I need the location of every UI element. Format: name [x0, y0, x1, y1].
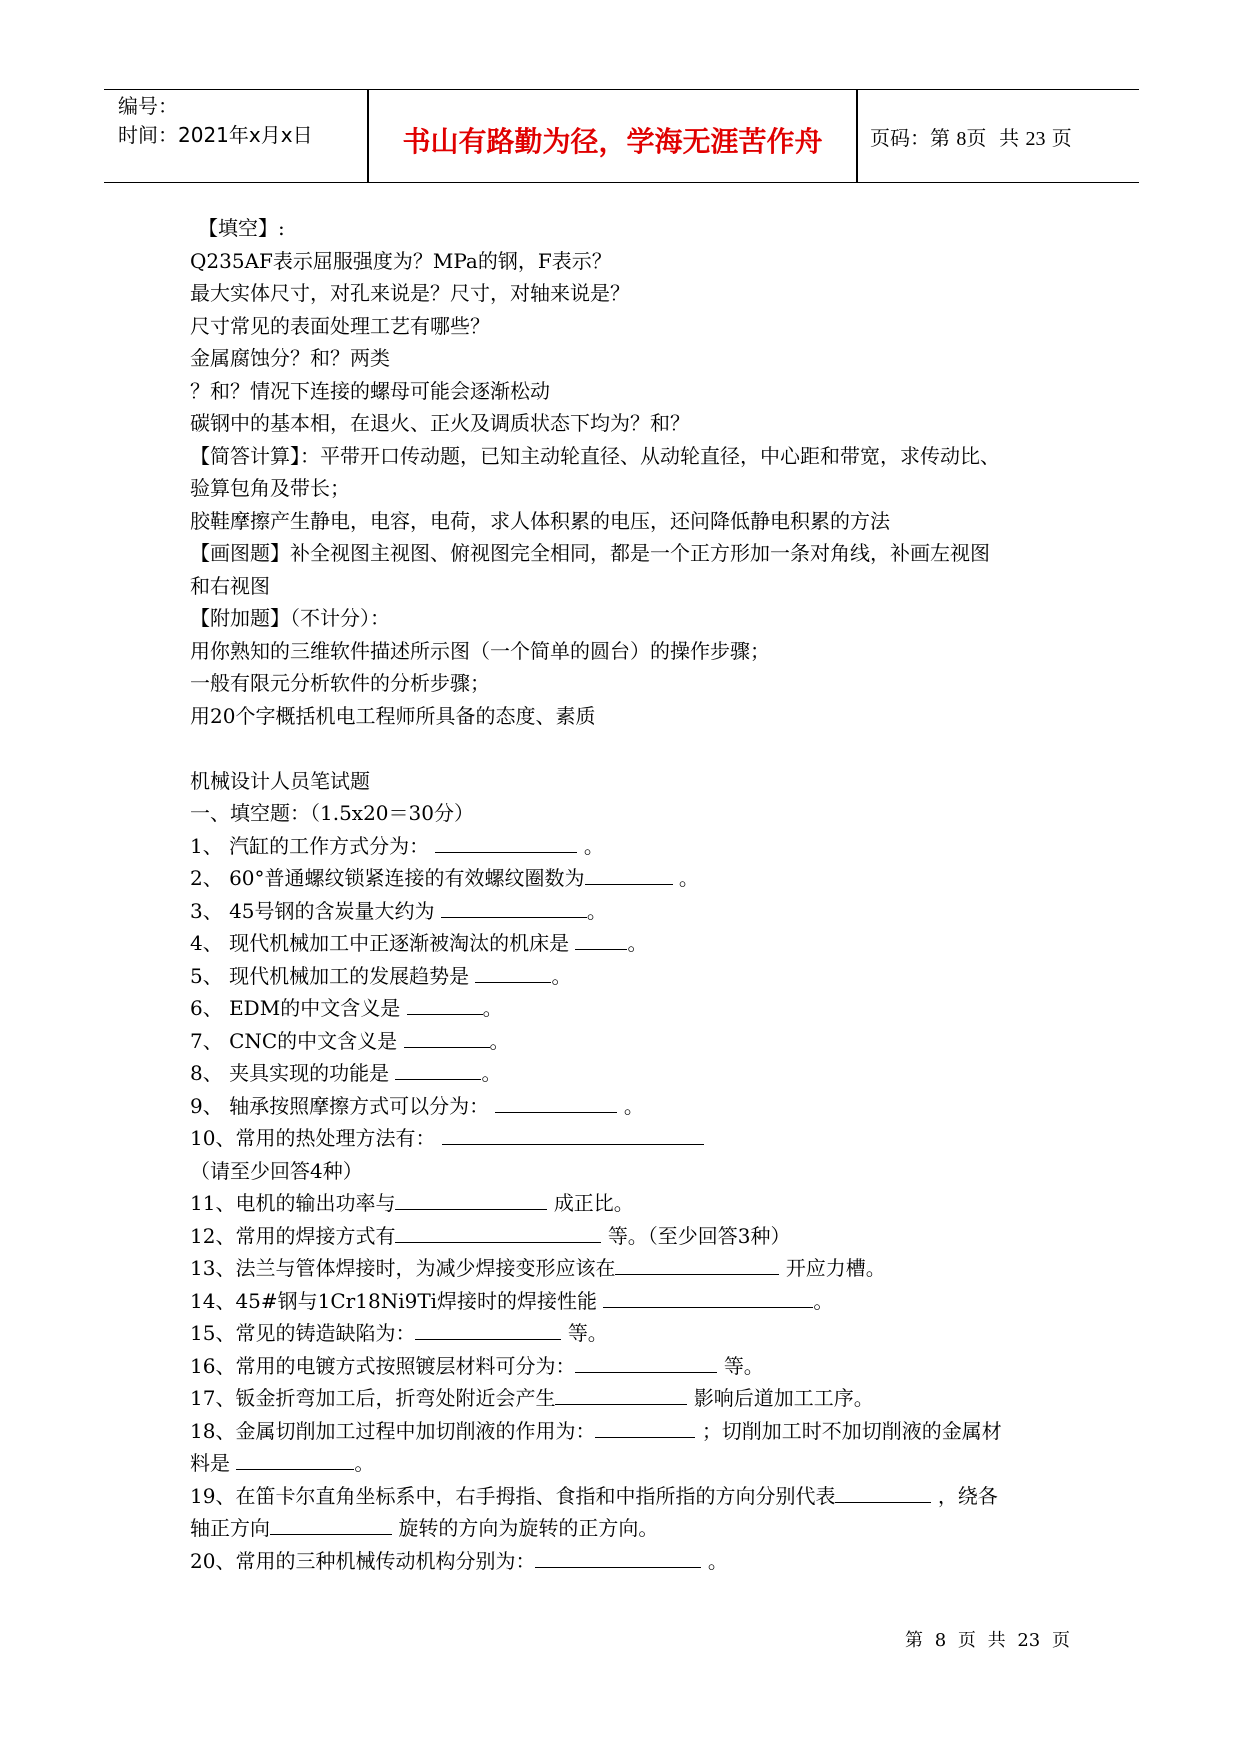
question-3: 3、 45号钢的含炭量大约为 。: [190, 898, 607, 923]
question-15: 15、常见的铸造缺陷为： 等。: [190, 1321, 608, 1345]
document-body: [190, 212, 1070, 1577]
answer-blank[interactable]: [395, 1189, 547, 1210]
question-8: 8、 夹具实现的功能是 。: [190, 1061, 502, 1085]
text-line: ？和？情况下连接的螺母可能会逐渐松动: [190, 378, 550, 403]
question-5: 5、 现代机械加工的发展趋势是 。: [190, 963, 572, 988]
text-line: 碳钢中的基本相，在退火、正火及调质状态下均为？和？: [190, 411, 690, 435]
page-prefix: 页码：第: [870, 126, 950, 150]
header-divider: [856, 90, 858, 182]
page-current: 8: [956, 128, 967, 150]
question-9: 9、 轴承按照摩擦方式可以分为： 。: [190, 1093, 644, 1118]
answer-blank[interactable]: [442, 1124, 704, 1145]
answer-blank[interactable]: [555, 1384, 687, 1405]
text-line: 【附加题】（不计分）：: [190, 606, 390, 630]
question-2: 2、 60°普通螺纹锁紧连接的有效螺纹圈数为 。: [190, 866, 699, 890]
page-mid: 页 共: [966, 126, 1020, 150]
answer-blank[interactable]: [535, 1547, 701, 1568]
section-heading-fill: 【填空】:: [198, 216, 285, 240]
text-line: 【简答计算】：平带开口传动题，已知主动轮直径、从动轮直径，中心距和带宽，求传动比、: [190, 443, 1000, 468]
document-number-label: 编号：: [118, 94, 178, 118]
question-18: 18、金属切削加工过程中加切削液的作用为： ；切削加工时不加切削液的金属材: [190, 1418, 1002, 1443]
spacer: [190, 732, 1070, 765]
question-19: 19、在笛卡尔直角坐标系中，右手拇指、食指和中指所指的方向分别代表 ，绕各: [190, 1483, 998, 1508]
answer-blank[interactable]: [835, 1482, 931, 1503]
exam-subtitle: 一、填空题：（1.5x20＝30分）: [190, 801, 474, 825]
text-line: 尺寸常见的表面处理工艺有哪些？: [190, 313, 490, 338]
question-12: 12、常用的焊接方式有 等。（至少回答3种）: [190, 1223, 791, 1248]
text-line: 胶鞋摩擦产生静电，电容，电荷，求人体积累的电压，还问降低静电积累的方法: [190, 508, 890, 533]
header-page-info: [870, 122, 1072, 151]
question-20: 20、常用的三种机械传动机构分别为： 。: [190, 1548, 728, 1573]
page-total: 23: [1025, 128, 1046, 150]
question-16: 16、常用的电镀方式按照镀层材料可分为： 等。: [190, 1353, 764, 1378]
text-line: Q235AF表示屈服强度为？MPa的钢，F表示？: [190, 248, 612, 273]
answer-blank[interactable]: [407, 994, 483, 1015]
answer-blank[interactable]: [575, 929, 627, 950]
answer-blank[interactable]: [270, 1514, 392, 1535]
text-line: 最大实体尺寸，对孔来说是？尺寸，对轴来说是？: [190, 281, 630, 305]
question-19-cont: 轴正方向 旋转的方向为旋转的正方向。: [190, 1516, 659, 1540]
exam-title: 机械设计人员笔试题: [190, 768, 370, 793]
header-meta: [118, 92, 313, 150]
text-line: 用你熟知的三维软件描述所示图（一个简单的圆台）的操作步骤；: [190, 638, 770, 663]
text-line: 验算包角及带长；: [190, 476, 350, 500]
question-10: 10、常用的热处理方法有：: [190, 1122, 1070, 1155]
question-11: 11、电机的输出功率与 成正比。: [190, 1191, 634, 1215]
answer-blank[interactable]: [395, 1059, 481, 1080]
document-date: 时间：2021年x月x日: [118, 123, 313, 147]
text-line: 用20个字概括机电工程师所具备的态度、素质: [190, 703, 596, 728]
answer-blank[interactable]: [415, 1319, 561, 1340]
question-17: 17、钣金折弯加工后，折弯处附近会产生 影响后道加工工序。: [190, 1386, 874, 1410]
page-footer: 第 8 页 共 23 页: [905, 1630, 1070, 1651]
text-line: 【画图题】补全视图主视图、俯视图完全相同，都是一个正方形加一条对角线，补画左视图: [190, 541, 990, 565]
question-18-cont: 料是 。: [190, 1451, 375, 1475]
answer-blank[interactable]: [475, 962, 551, 983]
question-10-note: （请至少回答4种）: [190, 1158, 363, 1183]
header-motto: 书山有路勤为径，学海无涯苦作舟: [402, 125, 823, 158]
answer-blank[interactable]: [615, 1254, 779, 1275]
answer-blank[interactable]: [575, 1352, 717, 1373]
answer-blank[interactable]: [603, 1287, 813, 1308]
answer-blank[interactable]: [395, 1222, 601, 1243]
text-line: 和右视图: [190, 573, 270, 598]
question-14: 14、45#钢与1Cr18Ni9Ti焊接时的焊接性能 。: [190, 1288, 834, 1313]
answer-blank[interactable]: [495, 1092, 617, 1113]
answer-blank[interactable]: [441, 897, 587, 918]
page-header: [104, 89, 1139, 183]
question-6: 6、 EDM的中文含义是 。: [190, 996, 503, 1020]
question-7: 7、 CNC的中文含义是 。: [190, 1028, 510, 1053]
answer-blank[interactable]: [435, 832, 577, 853]
answer-blank[interactable]: [585, 864, 673, 885]
question-13: 13、法兰与管体焊接时，为减少焊接变形应该在 开应力槽。: [190, 1256, 886, 1280]
text-line: 一般有限元分析软件的分析步骤；: [190, 671, 490, 695]
answer-blank[interactable]: [404, 1027, 490, 1048]
text-line: 金属腐蚀分？和？两类: [190, 346, 390, 370]
answer-blank[interactable]: [236, 1449, 354, 1470]
question-1: 1、 汽缸的工作方式分为： 。: [190, 833, 604, 858]
answer-blank[interactable]: [595, 1417, 695, 1438]
question-4: 4、 现代机械加工中正逐渐被淘汰的机床是 。: [190, 931, 648, 955]
page-suffix: 页: [1051, 126, 1072, 150]
